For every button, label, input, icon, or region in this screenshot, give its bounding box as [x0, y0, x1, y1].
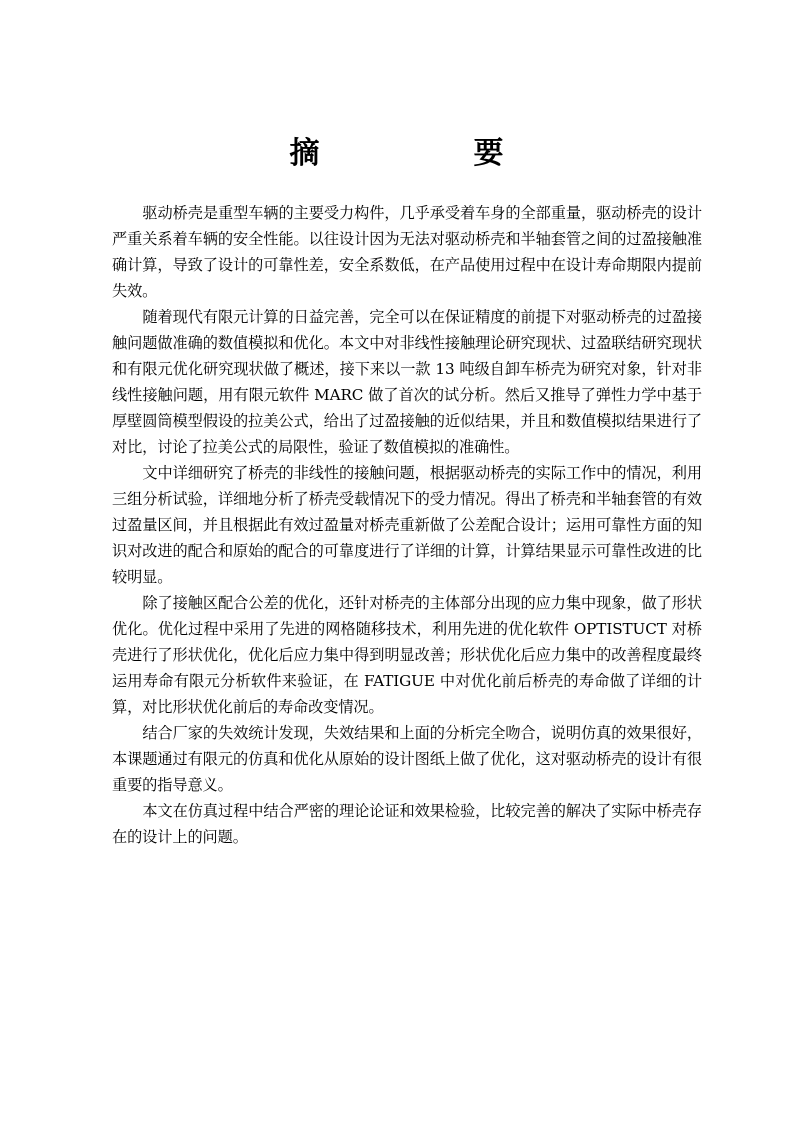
abstract-paragraph: 文中详细研究了桥壳的非线性的接触问题，根据驱动桥壳的实际工作中的情况，利用三组分析试验，详细地分析了桥壳受载情况下的受力情况。得出了桥壳和半轴套管的有效过盈量区间，并且根据此有效过盈量对桥壳重新做了公差配合设计；运用可靠性方面的知识对改进的配合和原始的配合的可靠度进行了详细的计算，计算结果显示可靠性改进的比较明显。 — [112, 464, 702, 586]
abstract-body — [112, 200, 702, 850]
abstract-paragraph: 除了接触区配合公差的优化，还针对桥壳的主体部分出现的应力集中现象，做了形状优化。优化过程中采用了先进的网格随移技术，利用先进的优化软件 OPTISTUCT 对桥壳进行了形状优化，优化后应力集中得到明显改善；形状优化后应力集中的改善程度最终运用寿命有限元分析软件来验证，在 FATIGUE 中对优化前后桥壳的寿命做了详细的计算，对比形状优化前后的寿命改变情况。 — [112, 594, 702, 716]
abstract-paragraph: 随着现代有限元计算的日益完善，完全可以在保证精度的前提下对驱动桥壳的过盈接触问题做准确的数值模拟和优化。本文中对非线性接触理论研究现状、过盈联结研究现状和有限元优化研究现状做了概述，接下来以一款 13 吨级自卸车桥壳为研究对象，针对非线性接触问题，用有限元软件 MARC 做了首次的试分析。然后又推导了弹性力学中基于厚壁圆筒模型假设的拉美公式，给出了过盈接触的近似结果，并且和数值模拟结果进行了对比，讨论了拉美公式的局限性，验证了数值模拟的准确性。 — [112, 308, 702, 456]
abstract-paragraph: 驱动桥壳是重型车辆的主要受力构件，几乎承受着车身的全部重量，驱动桥壳的设计严重关系着车辆的安全性能。以往设计因为无法对驱动桥壳和半轴套管之间的过盈接触准确计算，导致了设计的可靠性差，安全系数低，在产品使用过程中在设计寿命期限内提前失效。 — [112, 204, 702, 300]
abstract-paragraph: 结合厂家的失效统计发现，失效结果和上面的分析完全吻合，说明仿真的效果很好，本课题通过有限元的仿真和优化从原始的设计图纸上做了优化，这对驱动桥壳的设计有很重要的指导意义。 — [112, 724, 702, 794]
abstract-title: 摘 要 — [289, 136, 566, 171]
abstract-paragraph: 本文在仿真过程中结合严密的理论论证和效果检验，比较完善的解决了实际中桥壳存在的设计上的问题。 — [112, 802, 702, 846]
